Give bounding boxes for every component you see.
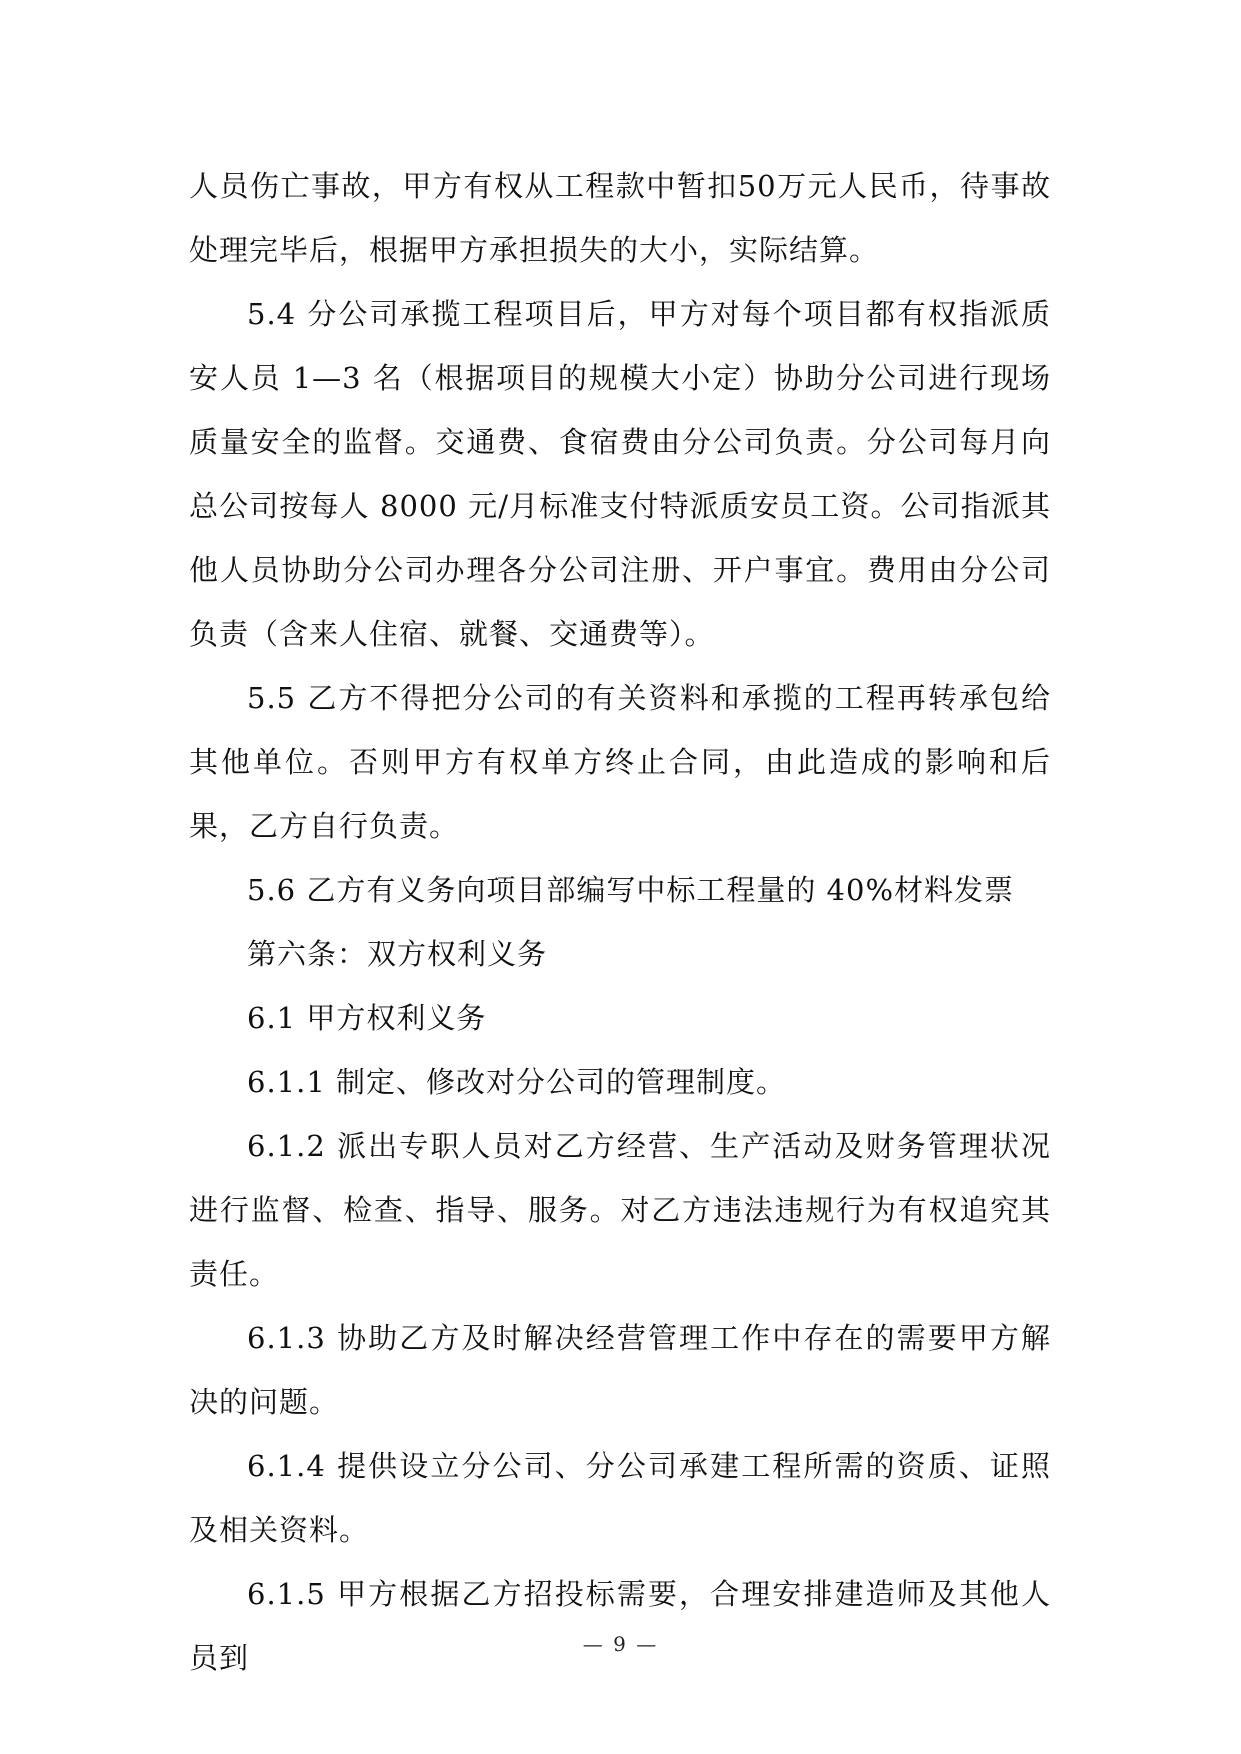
paragraph-5-6: 5.6 乙方有义务向项目部编写中标工程量的 40%材料发票 [247,873,1015,907]
paragraph-6-1-4: 6.1.4 提供设立分公司、分公司承建工程所需的资质、证照及相关资料。 [189,1449,1051,1547]
document-body [189,154,1051,1690]
paragraph-5-4: 5.4 分公司承揽工程项目后，甲方对每个项目都有权指派质安人员 1—3 名（根据项目的规模大小定）协助分公司进行现场质量安全的监督。交通费、食宿费由分公司负责。分公司每月向总公司按每人 8000 元/月标准支付特派质安员工资。公司指派其他人员协助分公司办理各分公司注册、开户事宜。费用由分公司负责（含来人住宿、就餐、交通费等）。 [189,297,1051,651]
paragraph-6-1-2: 6.1.2 派出专职人员对乙方经营、生产活动及财务管理状况进行监督、检查、指导、服务。对乙方违法违规行为有权追究其责任。 [189,1129,1051,1291]
paragraph-6-1-3: 6.1.3 协助乙方及时解决经营管理工作中存在的需要甲方解决的问题。 [189,1321,1051,1419]
article-6-heading: 第六条：双方权利义务 [247,937,548,971]
paragraph-continuation: 人员伤亡事故，甲方有权从工程款中暂扣50万元人民币，待事故处理完毕后，根据甲方承担损失的大小，实际结算。 [189,169,1051,267]
page-number: — 9 — [582,1632,659,1656]
paragraph-6-1-5: 6.1.5 甲方根据乙方招投标需要，合理安排建造师及其他人员到 [189,1577,1051,1675]
paragraph-6-1-1: 6.1.1 制定、修改对分公司的管理制度。 [247,1065,787,1099]
paragraph-6-1: 6.1 甲方权利义务 [247,1001,487,1035]
paragraph-5-5: 5.5 乙方不得把分公司的有关资料和承揽的工程再转承包给其他单位。否则甲方有权单方终止合同，由此造成的影响和后果，乙方自行负责。 [189,681,1051,843]
